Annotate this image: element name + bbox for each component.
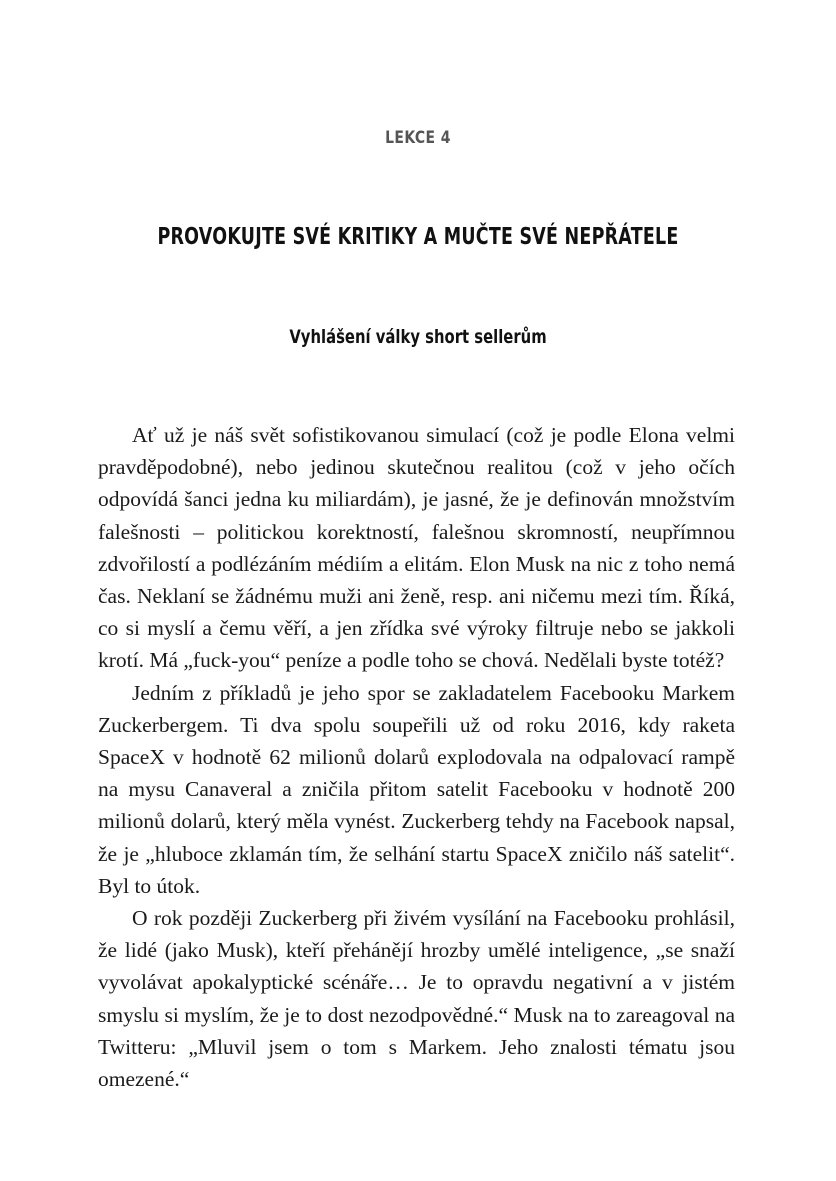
paragraph: Jedním z příkladů je jeho spor se zakladatelem Facebooku Markem Zuckerbergem. Ti dva spolu soupeřili už od roku 2016, kdy raketa SpaceX v hodnotě 62 milionů dolarů explodovala na odpalovací rampě na mysu Canaveral a zničila přitom satelit Facebooku v hodnotě 200 milionů dolarů, který měla vynést. Zuckerberg tehdy na Facebook napsal, že je „hluboce zklamán tím, že selhání startu SpaceX zničilo náš satelit“. Byl to útok. — [98, 680, 735, 898]
chapter-title: PROVOKUJTE SVÉ KRITIKY A MUČTE SVÉ NEPŘÁTELE — [157, 224, 679, 250]
body-text — [98, 419, 735, 1095]
paragraph: Ať už je náš svět sofistikovanou simulací (což je podle Elona velmi pravděpodobné), nebo jedinou skutečnou realitou (což v jeho očích odpovídá šanci jedna ku miliardám), je jasné, že je definován množstvím falešnosti – politickou korektností, falešnou skromností, neupřímnou zdvořilostí a podlézáním médiím a elitám. Elon Musk na nic z toho nemá čas. Neklaní se žádnému muži ani ženě, resp. ani ničemu mezi tím. Říká, co si myslí a čemu věří, a jen zřídka své výroky filtruje nebo se jakkoli krotí. Má „fuck-you“ peníze a podle toho se chová. Nedělali byste totéž? — [98, 423, 735, 673]
section-title: Vyhlášení války short sellerům — [289, 326, 547, 348]
paragraph: O rok později Zuckerberg při živém vysílání na Facebooku prohlásil, že lidé (jako Musk), kteří přehánějí hrozby umělé inteligence, „se snaží vyvolávat apokalyptické scénáře… Je to opravdu negativní a v jistém smyslu si myslím, že je to dost nezodpovědné.“ Musk na to zareagoval na Twitteru: „Mluvil jsem o tom s Markem. Jeho znalosti tématu jsou omezené.“ — [98, 906, 735, 1092]
lesson-label: LEKCE 4 — [385, 128, 451, 148]
